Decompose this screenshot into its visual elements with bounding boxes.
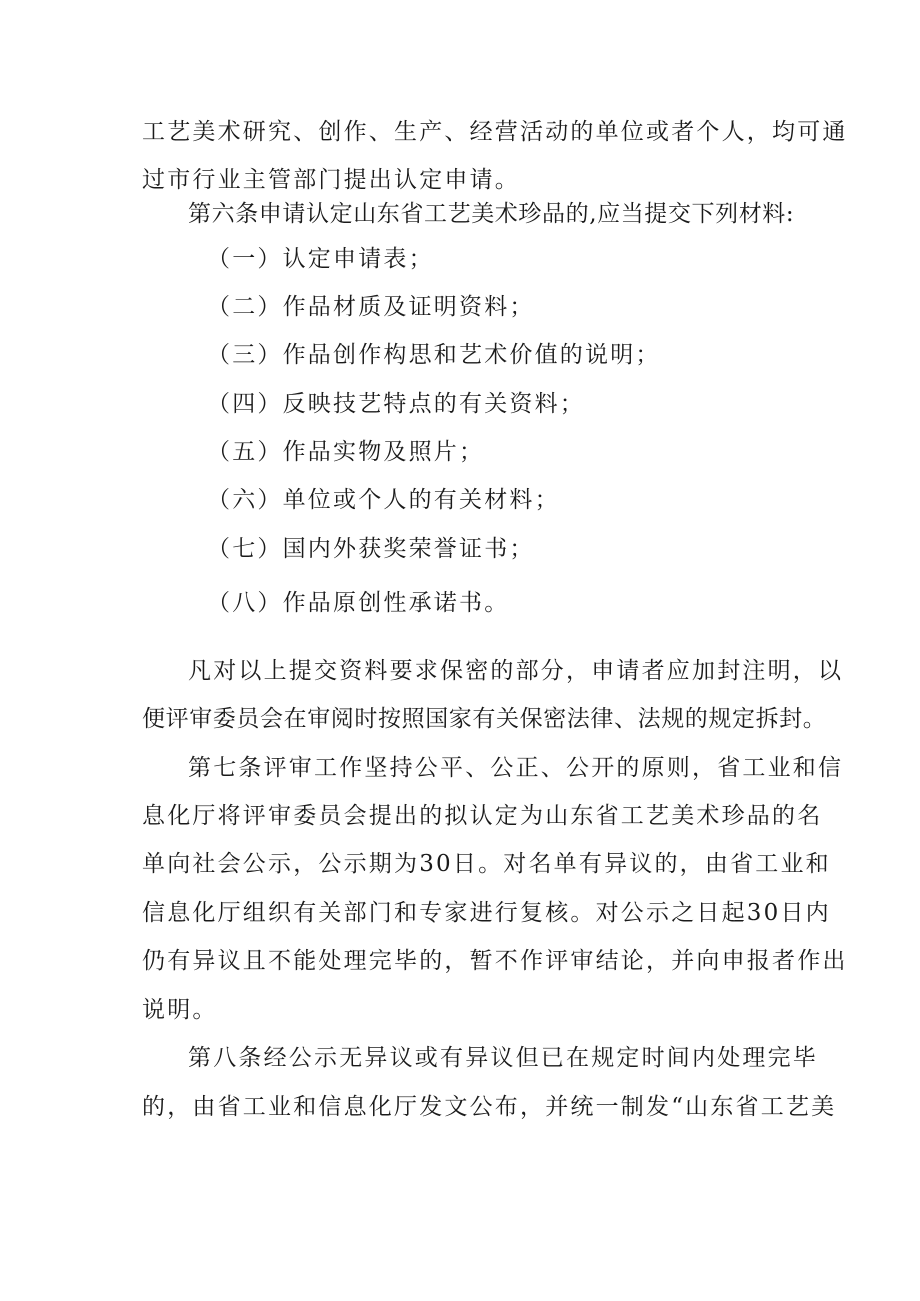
paragraph-line: 便评审委员会在审阅时按照国家有关保密法律、法规的规定拆封。 [142,706,827,732]
paragraph-line: 说明。 [142,997,218,1023]
paragraph-line: 工艺美术研究、创作、生产、经营活动的单位或者个人，均可通 [142,119,848,145]
article-8-line: 第八条经公示无异议或有异议但已在规定时间内处理完毕 [188,1045,818,1071]
list-item: （四）反映技艺特点的有关资料； [207,391,585,417]
list-item: （六）单位或个人的有关材料； [207,487,560,513]
paragraph-line: 的，由省工业和信息化厅发文公布，并统一制发“山东省工艺美 [142,1094,837,1120]
list-item: （三）作品创作构思和艺术价值的说明； [207,342,661,368]
paragraph-line: 过市行业主管部门提出认定申请。 [142,167,520,193]
paragraph-line: 单向社会公示，公示期为30日。对名单有异议的，由省工业和 [142,851,831,877]
list-item: （七）国内外获奖荣誉证书； [207,536,535,562]
paragraph-line: 信息化厅组织有关部门和专家进行复核。对公示之日起30日内 [142,900,831,926]
article-6-heading: 第六条申请认定山东省工艺美术珍品的,应当提交下列材料: [188,201,795,227]
list-item: （八）作品原创性承诺书。 [207,590,510,616]
paragraph-line: 凡对以上提交资料要求保密的部分，申请者应加封注明，以 [188,658,844,684]
paragraph-line: 息化厅将评审委员会提出的拟认定为山东省工艺美术珍品的名 [142,803,823,829]
paragraph-line: 仍有异议且不能处理完毕的，暂不作评审结论，并向申报者作出 [142,948,848,974]
article-7-line: 第七条评审工作坚持公平、公正、公开的原则，省工业和信 [188,755,844,781]
list-item: （五）作品实物及照片； [207,439,485,465]
list-item: （二）作品材质及证明资料； [207,294,535,320]
list-item: （一）认定申请表； [207,246,434,272]
